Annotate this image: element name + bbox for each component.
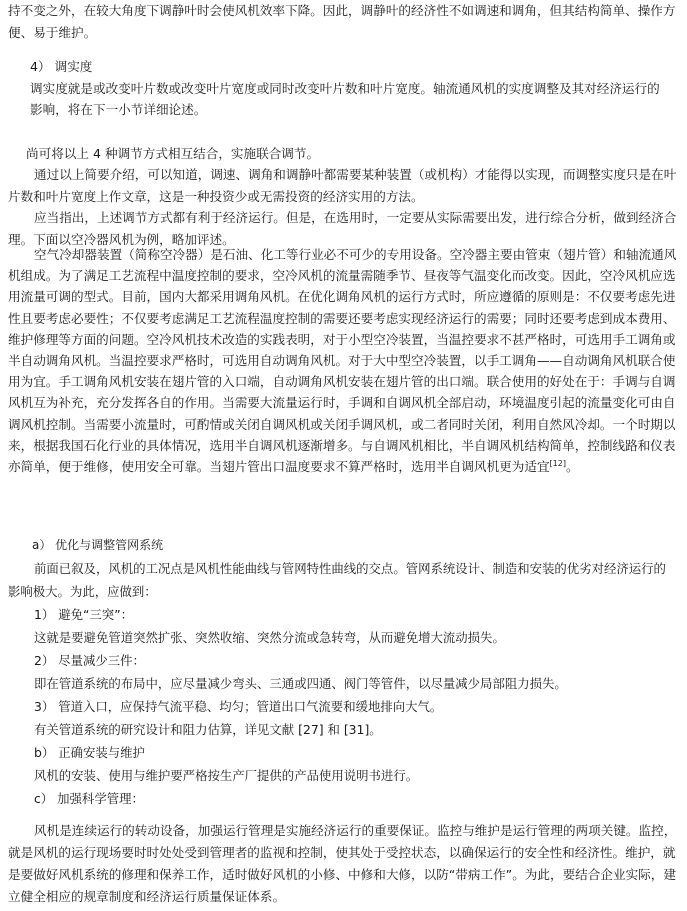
section-heading-pipe: a） 优化与调整管网系统 [32,538,164,552]
section-install [34,741,674,764]
section-heading-install: b） 正确安装与维护 [34,745,145,760]
section-management [34,787,674,810]
paragraph-text: 空气冷却器装置（简称空冷器）是石油、化工等行业必不可少的专用设备。空冷器主要由管束（翅片管）和轴流通风机组成。为了满足工艺流程中温度控制的要求，空冷风机的流量需随季节、昼夜等气温变化而改变。因此，空冷风机应选用流量可调的型式。目前，国内大都采用调角风机。在优化调角风机的运行方式时，所应遵循的原则是：不仅要考虑先进性且要考虑必要性；不仅要考虑满足工艺流程温度控制的需要还要考虑实现经济运行的需要；同时还要考虑到成本费用、维护修理等方面的问题。空冷风机技术改造的实践表明，对于小型空冷装置，当温控要求不甚严格时，可选用手工调角或半自动调角风机。当温控要求严格时，可选用自动调角风机。对于大中型空冷装置，以手工调角——自动调角风机联合使用为宜。手工调角风机安装在翅片管的入口端，自动调角风机安装在翅片管的出口端。联合使用的好处在于：手调与自调风机互为补充，充分发挥各自的作用。当需要大流量运行时，手调和自调风机全部启动，环境温度引起的流量变化可由自调风机控制。当需要小流量时，可酌情或关闭自调风机或关闭手调风机，或二者同时关闭，利用自然风冷却。一个时期以来，根据我国石化行业的具体情况，选用半自调风机逐渐增多。与自调风机相比，半自调风机结构简单，控制线路和仪表亦简单，便于维修，使用安全可靠。当翅片管出口温度要求不算严格时，选用半自调风机更为适宜 [8,247,677,475]
section-heading-management: c） 加强科学管理： [34,791,144,806]
paragraph-text: 持不变之外，在较大角度下调静叶时会使风机效率下降。因此，调静叶的经济性不如调速和调角，但其结构简单、操作方便、易于维护。 [8,3,676,40]
list-pipe-item [34,695,674,718]
list-item-2-text: 即在管道系统的布局中，应尽量减少弯头、三通或四通、阀门等管件，以尽量减少局部阻力损失。 [34,676,567,691]
paragraph-air-cooler [8,244,680,477]
list-pipe-item-text [34,672,674,695]
list-item-3-text: 有关管道系统的研究设计和阻力估算，详见文献 [27] 和 [31]。 [34,722,382,737]
paragraph-pipe: 前面已叙及，风机的工况点是风机性能曲线与管网特性曲线的交点。管网系统设计、制造和安装的优劣对经济运行的影响极大。为此，应做到： [8,561,666,599]
paragraph-static-vane [8,0,680,43]
list-pipe-item [34,649,674,672]
paragraph-combined [26,143,676,165]
section-solidity [30,56,670,121]
paragraph-install [34,764,674,787]
list-item-2: 2） 尽量减少三件： [34,653,145,668]
paragraph-text: 应当指出，上述调节方式都有利于经济运行。但是，在选用时，一定要从实际需要出发，进行综合分析，做到经济合理。下面以空冷器风机为例，略加评述。 [8,210,677,247]
paragraph-text: 尚可将以上 4 种调节方式相互结合，实施联合调节。 [26,146,320,161]
reference-marker: [12] [549,458,566,468]
paragraph-management [8,820,680,908]
paragraph-text: 风机是连续运行的转动设备，加强运行管理是实施经济运行的重要保证。监控与维护是运行管理的两项关键。监控，就是风机的运行现场要时时处处受到管理者的监视和控制，使其处于受控状态，以确保运行的安全性和经济性。维护，就是要做好风机系统的修理和保养工作，适时做好风机的小修、中修和大修，以防“带病工作”。为此，要结合企业实际，建立健全相应的规章制度和经济运行质量保证体系。 [8,823,677,904]
list-item-1-text: 这就是要避免管道突然扩张、突然收缩、突然分流或急转弯，从而避免增大流动损失。 [34,630,505,645]
paragraph-end: 。 [565,459,579,475]
list-pipe-item-text [34,626,674,649]
list-pipe-item-text [34,718,674,741]
paragraph-solidity: 调实度就是或改变叶片数或改变叶片宽度或同时改变叶片数和叶片宽度。轴流通风机的实度调整及其对经济运行的影响，将在下一小节详细论述。 [30,80,660,117]
paragraph-text: 通过以上简要介绍，可以知道，调速、调角和调静叶都需要某种装置（或机构）才能得以实现，而调整实度只是在叶片数和叶片宽度上作文章，这是一种投资少或无需投资的经济实用的方法。 [8,167,677,204]
section-pipe-network [8,534,668,603]
list-pipe-items [34,603,674,626]
paragraph-summary [8,164,680,250]
section-heading-solidity: 4） 调实度 [30,59,93,74]
list-item-1: 1） 避免“三突”： [34,607,134,622]
list-item-3: 3） 管道入口，应保持气流平稳、均匀；管道出口气流要和缓地排向大气。 [34,699,443,714]
paragraph-text: 风机的安装、使用与维护要严格按生产厂提供的产品使用说明书进行。 [34,768,419,783]
